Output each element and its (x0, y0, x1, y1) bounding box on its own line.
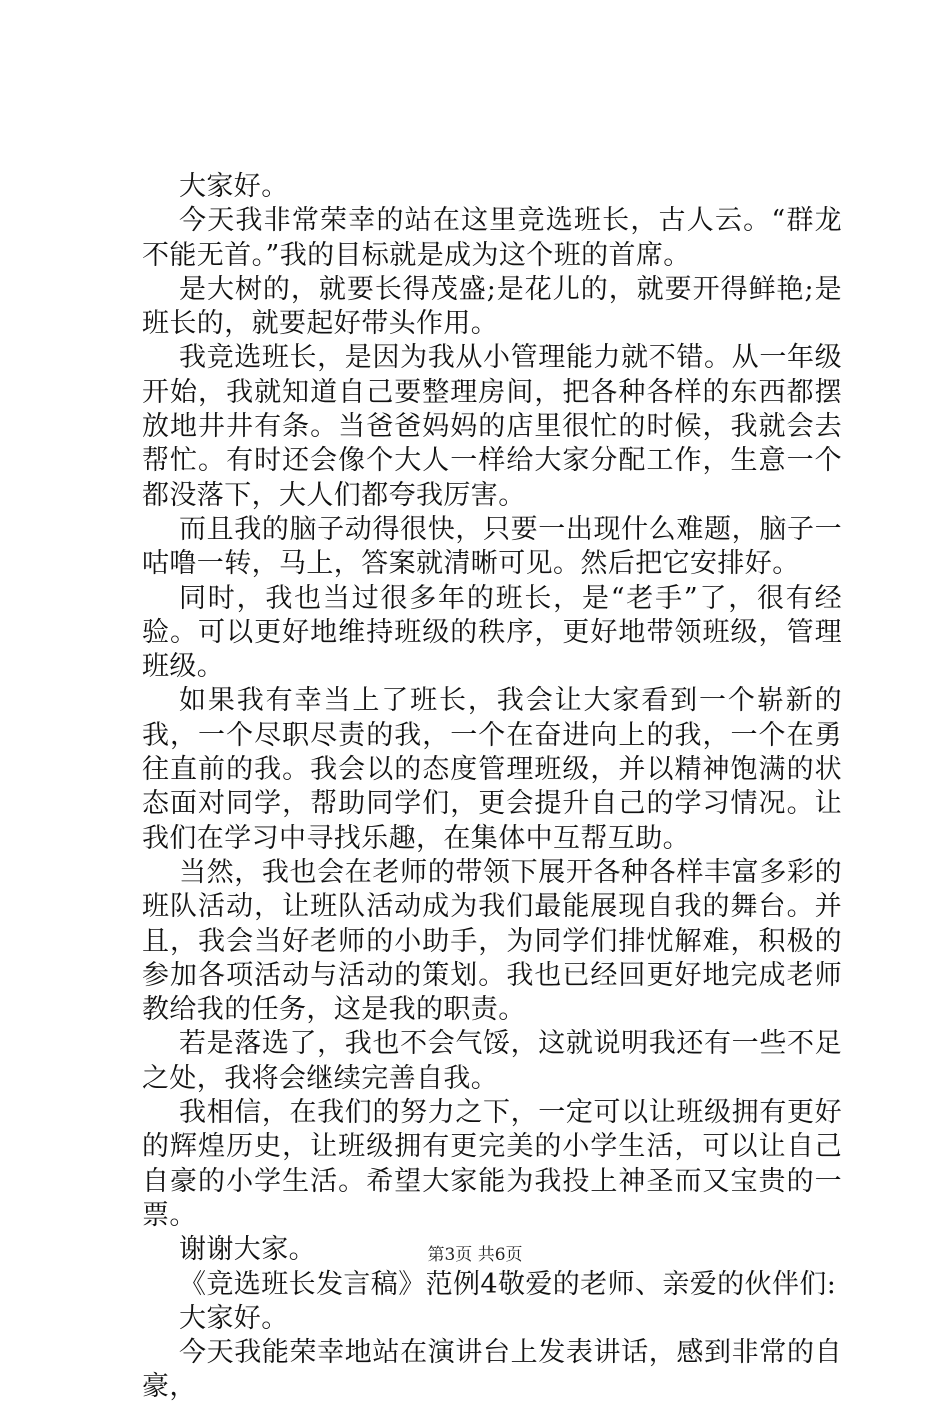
document-body (142, 170, 842, 1405)
paragraph-5: 而且我的脑子动得很快，只要一出现什么难题，脑子一咕噜一转，马上，答案就清晰可见。然后把它安排好。 (142, 513, 842, 580)
paragraph-3: 是大树的，就要长得茂盛;是花儿的，就要开得鲜艳;是班长的，就要起好带头作用。 (142, 273, 842, 340)
paragraph-11: 谢谢大家。 (179, 1234, 316, 1266)
paragraph-12: 《竞选班长发言稿》范例4敬爱的老师、亲爱的伙伴们: (179, 1268, 837, 1300)
paragraph-9: 若是落选了，我也不会气馁，这就说明我还有一些不足之处，我将会继续完善自我。 (142, 1028, 842, 1094)
paragraph-7: 如果我有幸当上了班长，我会让大家看到一个崭新的我，一个尽职尽责的我，一个在奋进向上的我，一个在勇往直前的我。我会以的态度管理班级，并以精神饱满的状态面对同学，帮助同学们，更会提升自己的学习情况。让我们在学习中寻找乐趣，在集体中互帮互助。 (142, 685, 842, 854)
paragraph-8: 当然，我也会在老师的带领下展开各种各样丰富多彩的班队活动，让班队活动成为我们最能展现自我的舞台。并且，我会当好老师的小助手，为同学们排忧解难，积极的参加各项活动与活动的策划。我也已经回更好地完成老师教给我的任务，这是我的职责。 (142, 856, 842, 1026)
paragraph-2: 今天我非常荣幸的站在这里竞选班长，古人云。“群龙不能无首。”我的目标就是成为这个班的首席。 (142, 205, 842, 271)
paragraph-14: 今天我能荣幸地站在演讲台上发表讲话，感到非常的自豪， (142, 1337, 842, 1403)
paragraph-1: 大家好。 (179, 171, 289, 202)
paragraph-6: 同时，我也当过很多年的班长，是“老手”了，很有经验。可以更好地维持班级的秩序，更好地带领班级，管理班级。 (142, 582, 842, 683)
paragraph-4: 我竞选班长，是因为我从小管理能力就不错。从一年级开始，我就知道自己要整理房间，把各种各样的东西都摆放地井井有条。当爸爸妈妈的店里很忙的时候，我就会去帮忙。有时还会像个大人一样给大家分配工作，生意一个都没落下，大人们都夸我厉害。 (142, 342, 842, 511)
paragraph-13: 大家好。 (179, 1302, 289, 1334)
page-footer: 第3页 共6页 (427, 1245, 523, 1265)
paragraph-10: 我相信，在我们的努力之下，一定可以让班级拥有更好的辉煌历史，让班级拥有更完美的小学生活，可以让自己自豪的小学生活。希望大家能为我投上神圣而又宝贵的一票。 (142, 1097, 842, 1231)
